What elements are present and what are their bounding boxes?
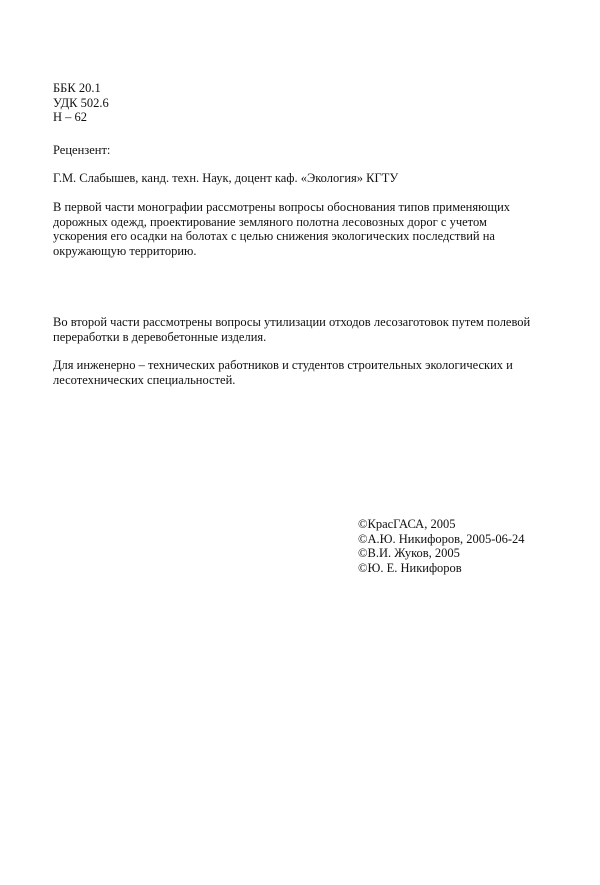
audience-line: лесотехнических специальностей.	[53, 372, 236, 387]
annotation-line: Во второй части рассмотрены вопросы утилизации отходов лесозаготовок путем полевой	[53, 315, 531, 329]
bbk-code: ББК 20.1	[53, 81, 101, 95]
copyright-line: ©Ю. Е. Никифоров	[358, 560, 462, 575]
copyright-line: ©В.И. Жуков, 2005	[358, 546, 460, 560]
annotation-line: переработки в деревобетонные изделия.	[53, 329, 267, 344]
annotation-line: ускорения его осадки на болотах с целью снижения экологических последствий на	[53, 229, 495, 243]
annotation-line: дорожных одежд, проектирование земляного полотна лесовозных дорог с учетом	[53, 214, 487, 229]
annotation-part-one	[53, 200, 548, 258]
annotation-line: В первой части монографии рассмотрены вопросы обоснования типов применяющих	[53, 200, 511, 214]
udk-code: УДК 502.6	[53, 95, 109, 110]
reviewer-info	[53, 171, 548, 186]
audience-note	[53, 358, 548, 387]
reviewer-heading	[53, 143, 548, 158]
copyright-line: ©А.Ю. Никифоров, 2005-06-24	[358, 531, 525, 546]
author-code: Н – 62	[53, 110, 88, 124]
reviewer-heading-text: Рецензент:	[53, 143, 111, 157]
copyright-block	[358, 517, 578, 575]
annotation-line: окружающую территорию.	[53, 243, 197, 258]
reviewer-text: Г.М. Слабышев, канд. техн. Наук, доцент каф. «Экология» КГТУ	[53, 171, 399, 185]
classification-codes	[53, 81, 548, 125]
copyright-line: ©КрасГАСА, 2005	[358, 517, 456, 531]
audience-line: Для инженерно – технических работников и студентов строительных экологических и	[53, 358, 513, 372]
annotation-part-two	[53, 315, 548, 344]
